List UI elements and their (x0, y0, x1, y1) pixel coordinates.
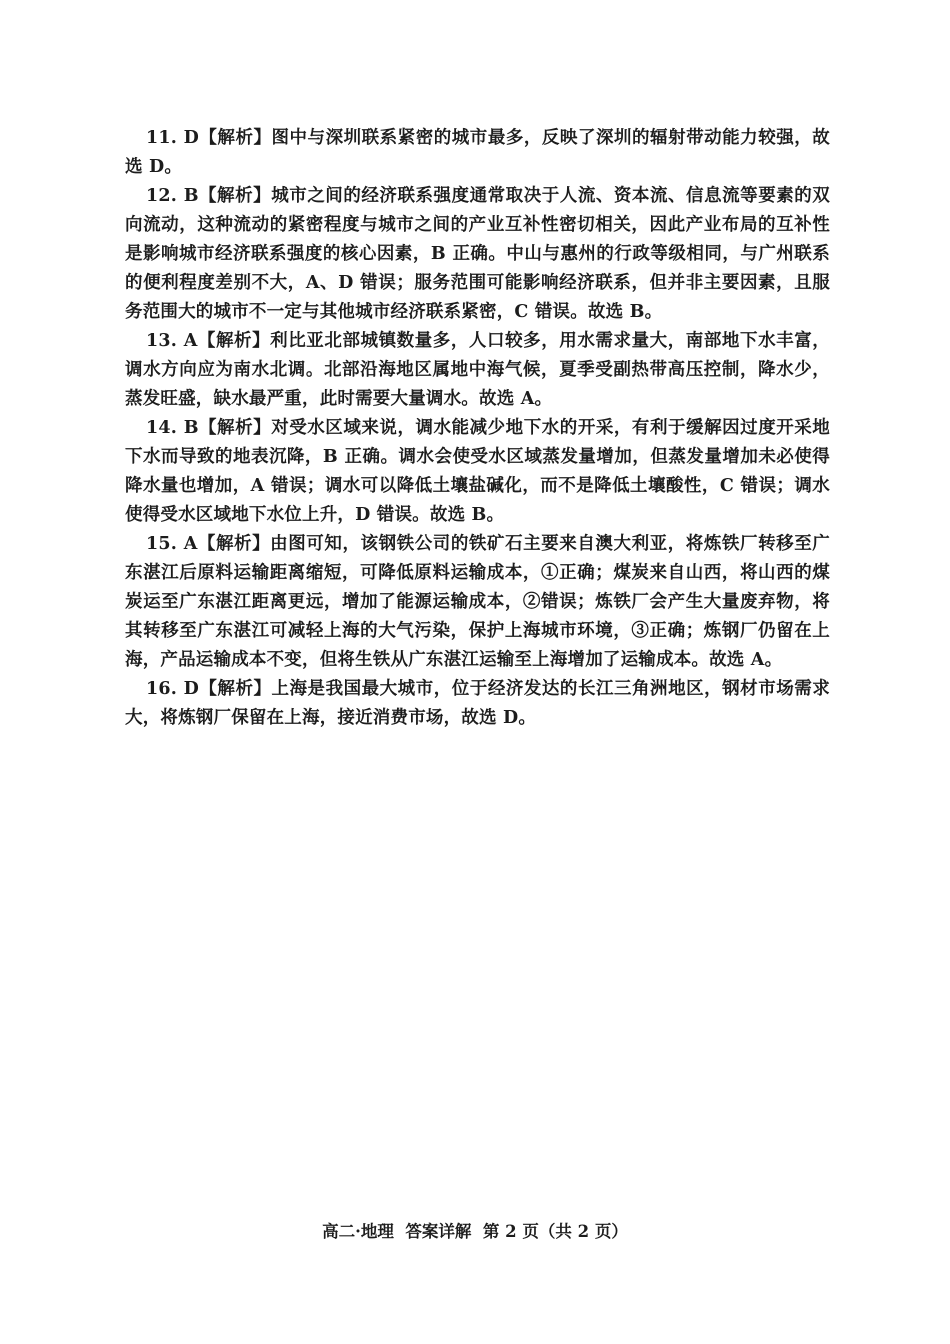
answer-number: 12. (146, 186, 178, 206)
analysis-tag: 【解析】 (197, 534, 271, 554)
analysis-tag: 【解析】 (198, 186, 272, 206)
analysis-tag: 【解析】 (199, 679, 272, 699)
answer-11 (125, 124, 830, 182)
answer-number: 16. (146, 679, 178, 699)
answer-text: 上海是我国最大城市，位于经济发达的长江三角洲地区，钢材市场需求大，将炼钢厂保留在上海，接近消费市场，故选 D。 (125, 679, 830, 728)
answer-16 (125, 675, 830, 733)
answer-option: D (183, 128, 200, 148)
answer-number: 14. (146, 418, 178, 438)
answer-text: 城市之间的经济联系强度通常取决于人流、资本流、信息流等要素的双向流动，这种流动的紧密程度与城市之间的产业互补性密切相关，因此产业布局的互补性是影响城市经济联系强度的核心因素，B 正确。中山与惠州的行政等级相同，与广州联系的便利程度差别不大，A、D 错误；服务范围可能影响经济联系，但并非主要因素，且服务范围大的城市不一定与其他城市经济联系紧密，C 错误。故选 B。 (125, 186, 831, 322)
footer-subject: 高二·地理 (322, 1222, 394, 1241)
answer-option: D (183, 679, 200, 699)
answer-option: B (183, 186, 199, 206)
answer-list (125, 124, 830, 733)
answer-number: 15. (146, 534, 178, 554)
footer-title: 答案详解 (405, 1222, 472, 1241)
answer-option: A (183, 534, 198, 554)
answer-text: 利比亚北部城镇数量多，人口较多，用水需求量大，南部地下水丰富，调水方向应为南水北调。北部沿海地区属地中海气候，夏季受副热带高压控制，降水少，蒸发旺盛，缺水最严重，此时需要大量调水。故选 A。 (125, 331, 830, 409)
answer-text: 对受水区域来说，调水能减少地下水的开采，有利于缓解因过度开采地下水而导致的地表沉降，B 正确。调水会使受水区域蒸发量增加，但蒸发量增加未必使得降水量也增加，A 错误；调水可以降低土壤盐碱化，而不是降低土壤酸性，C 错误；调水使得受水区域地下水位上升，D 错误。故选 B。 (125, 418, 831, 525)
answer-15 (125, 530, 830, 675)
answer-number: 13. (146, 331, 178, 351)
page-footer (0, 1218, 950, 1242)
answer-option: A (183, 331, 198, 351)
analysis-tag: 【解析】 (198, 418, 272, 438)
footer-page-info: 第 2 页（共 2 页） (482, 1222, 628, 1241)
answer-13 (125, 327, 830, 414)
analysis-tag: 【解析】 (199, 128, 272, 148)
answer-12 (125, 182, 830, 327)
analysis-tag: 【解析】 (197, 331, 271, 351)
answer-14 (125, 414, 830, 530)
answer-number: 11. (146, 128, 178, 148)
answer-text: 由图可知，该钢铁公司的铁矿石主要来自澳大利亚，将炼铁厂转移至广东湛江后原料运输距离缩短，可降低原料运输成本，①正确；煤炭来自山西，将山西的煤炭运至广东湛江距离更远，增加了能源运输成本，②错误；炼铁厂会产生大量废弃物，将其转移至广东湛江可减轻上海的大气污染，保护上海城市环境，③正确；炼钢厂仍留在上海，产品运输成本不变，但将生铁从广东湛江运输至上海增加了运输成本。故选 A。 (125, 534, 830, 670)
answer-option: B (183, 418, 199, 438)
answer-text: 图中与深圳联系紧密的城市最多，反映了深圳的辐射带动能力较强，故选 D。 (125, 128, 830, 177)
